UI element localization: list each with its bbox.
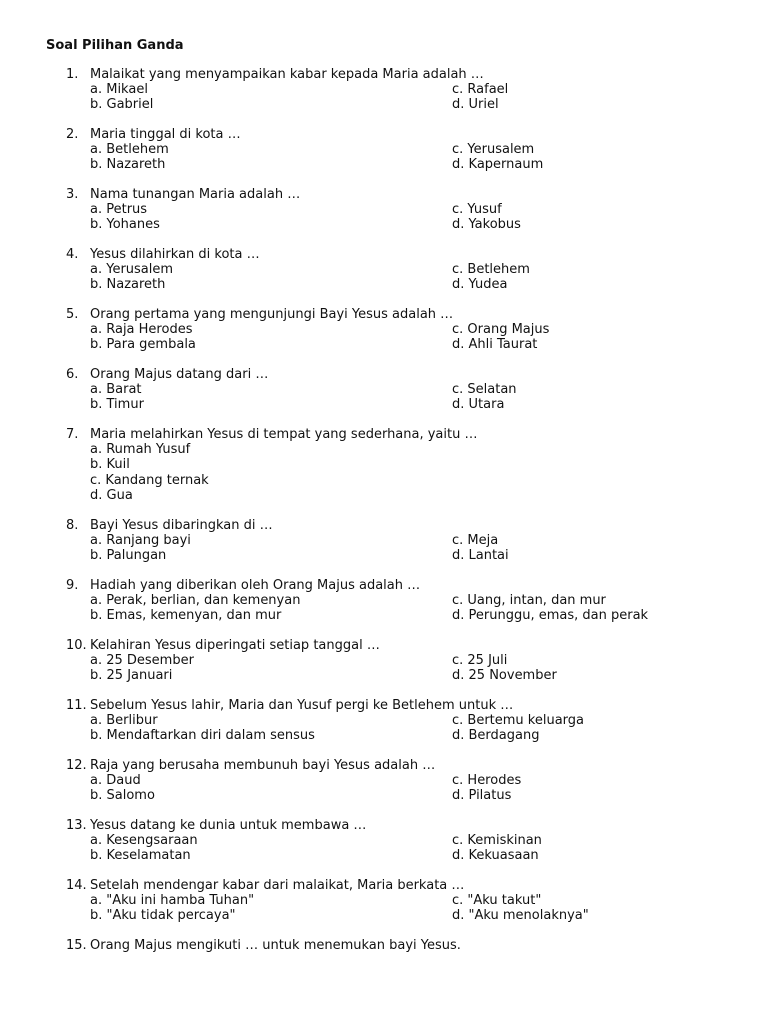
question-text: Nama tunangan Maria adalah … bbox=[90, 187, 301, 202]
question-number: 8. bbox=[66, 518, 79, 534]
question-text: Sebelum Yesus lahir, Maria dan Yusuf pergi ke Betlehem untuk … bbox=[90, 698, 514, 714]
option-a: a. Ranjang bayi bbox=[90, 533, 191, 549]
answer-options bbox=[90, 893, 746, 923]
question-number: 9. bbox=[66, 578, 79, 594]
question-item bbox=[66, 187, 746, 232]
option-c: c. Bertemu keluarga bbox=[452, 713, 585, 729]
question-text: Raja yang berusaha membunuh bayi Yesus adalah … bbox=[90, 758, 436, 774]
answer-options bbox=[90, 833, 746, 863]
option-c: c. Herodes bbox=[452, 773, 522, 789]
answer-options bbox=[90, 773, 746, 803]
question-number: 12. bbox=[66, 758, 87, 774]
question-number: 10. bbox=[66, 638, 87, 654]
option-d: d. Yakobus bbox=[452, 217, 521, 232]
question-number: 3. bbox=[66, 187, 79, 202]
question-item bbox=[66, 427, 746, 503]
option-b: b. Gabriel bbox=[90, 97, 154, 112]
option-d: d. Utara bbox=[452, 397, 505, 412]
question-item bbox=[66, 127, 746, 172]
option-c: c. Yerusalem bbox=[452, 142, 535, 157]
option-c: c. Selatan bbox=[452, 382, 517, 397]
option-a: a. Barat bbox=[90, 382, 142, 397]
option-d: d. "Aku menolaknya" bbox=[452, 908, 589, 924]
option-b: b. Kuil bbox=[90, 457, 130, 473]
answer-options bbox=[90, 382, 746, 412]
answer-options bbox=[90, 202, 746, 232]
answer-options bbox=[90, 262, 746, 292]
option-b: b. Nazareth bbox=[90, 157, 166, 172]
answer-options bbox=[90, 82, 746, 112]
option-c: c. Yusuf bbox=[452, 202, 502, 217]
option-d: d. Berdagang bbox=[452, 728, 540, 744]
option-a: a. Petrus bbox=[90, 202, 148, 217]
option-a: a. Betlehem bbox=[90, 142, 169, 157]
question-item bbox=[66, 367, 746, 412]
question-item bbox=[66, 578, 746, 623]
question-number: 11. bbox=[66, 698, 87, 714]
option-b: b. Emas, kemenyan, dan mur bbox=[90, 608, 282, 624]
question-text: Yesus dilahirkan di kota … bbox=[90, 247, 260, 262]
question-item bbox=[66, 758, 746, 803]
question-number: 2. bbox=[66, 127, 79, 142]
answer-options bbox=[90, 653, 746, 683]
question-item bbox=[66, 247, 746, 292]
option-a: a. Mikael bbox=[90, 82, 148, 97]
option-c: c. Kemiskinan bbox=[452, 833, 542, 849]
question-item bbox=[66, 698, 746, 743]
question-item bbox=[66, 818, 746, 863]
question-item bbox=[66, 67, 746, 112]
option-d: d. Lantai bbox=[452, 548, 509, 564]
option-a: a. Kesengsaraan bbox=[90, 833, 198, 849]
question-text: Maria melahirkan Yesus di tempat yang sederhana, yaitu … bbox=[90, 427, 478, 442]
option-c: c. Rafael bbox=[452, 82, 509, 97]
question-text: Maria tinggal di kota … bbox=[90, 127, 241, 142]
option-a: a. "Aku ini hamba Tuhan" bbox=[90, 893, 255, 909]
answer-options bbox=[90, 322, 746, 352]
question-text: Orang Majus datang dari … bbox=[90, 367, 269, 382]
option-c: c. Uang, intan, dan mur bbox=[452, 593, 606, 609]
question-number: 1. bbox=[66, 67, 79, 82]
question-item bbox=[66, 518, 746, 563]
option-c: c. Betlehem bbox=[452, 262, 530, 277]
option-b: b. Salomo bbox=[90, 788, 155, 804]
option-b: b. Mendaftarkan diri dalam sensus bbox=[90, 728, 315, 744]
question-number: 5. bbox=[66, 307, 79, 322]
answer-options bbox=[90, 713, 746, 743]
question-text: Bayi Yesus dibaringkan di … bbox=[90, 518, 273, 534]
answer-options bbox=[90, 442, 746, 503]
option-b: b. Yohanes bbox=[90, 217, 160, 232]
option-d: d. Kekuasaan bbox=[452, 848, 539, 864]
option-c: c. Kandang ternak bbox=[90, 472, 209, 488]
question-text: Setelah mendengar kabar dari malaikat, Maria berkata … bbox=[90, 878, 465, 894]
answer-options bbox=[90, 533, 746, 563]
option-c: c. Orang Majus bbox=[452, 322, 550, 337]
option-d: d. Pilatus bbox=[452, 788, 512, 804]
question-item bbox=[66, 638, 746, 683]
option-b: b. Keselamatan bbox=[90, 848, 191, 864]
option-b: b. "Aku tidak percaya" bbox=[90, 908, 236, 924]
question-item bbox=[66, 307, 746, 352]
option-b: b. Nazareth bbox=[90, 277, 166, 292]
option-c: c. "Aku takut" bbox=[452, 893, 542, 909]
option-a: a. Berlibur bbox=[90, 713, 158, 729]
option-d: d. 25 November bbox=[452, 668, 557, 684]
option-a: a. Daud bbox=[90, 773, 141, 789]
question-text: Orang Majus mengikuti … untuk menemukan bayi Yesus. bbox=[90, 938, 461, 954]
answer-options bbox=[90, 142, 746, 172]
question-number: 7. bbox=[66, 427, 79, 442]
option-d: d. Perunggu, emas, dan perak bbox=[452, 608, 649, 624]
question-number: 15. bbox=[66, 938, 87, 954]
question-item bbox=[66, 878, 746, 923]
option-b: b. Timur bbox=[90, 397, 144, 412]
question-text: Malaikat yang menyampaikan kabar kepada Maria adalah … bbox=[90, 67, 484, 82]
option-a: a. Perak, berlian, dan kemenyan bbox=[90, 593, 301, 609]
option-c: c. Meja bbox=[452, 533, 499, 549]
option-a: a. Rumah Yusuf bbox=[90, 442, 191, 457]
question-text: Yesus datang ke dunia untuk membawa … bbox=[90, 818, 367, 834]
question-text: Kelahiran Yesus diperingati setiap tanggal … bbox=[90, 638, 380, 654]
option-d: d. Ahli Taurat bbox=[452, 337, 538, 352]
question-number: 14. bbox=[66, 878, 87, 894]
option-d: d. Gua bbox=[90, 487, 133, 503]
option-d: d. Kapernaum bbox=[452, 157, 544, 172]
question-number: 4. bbox=[66, 247, 79, 262]
option-a: a. Yerusalem bbox=[90, 262, 174, 277]
answer-options bbox=[90, 593, 746, 623]
question-text: Orang pertama yang mengunjungi Bayi Yesus adalah … bbox=[90, 307, 454, 322]
option-a: a. 25 Desember bbox=[90, 653, 194, 669]
question-list bbox=[66, 67, 746, 968]
question-number: 13. bbox=[66, 818, 87, 834]
option-c: c. 25 Juli bbox=[452, 653, 508, 669]
page-title: Soal Pilihan Ganda bbox=[46, 38, 184, 53]
option-b: b. Para gembala bbox=[90, 337, 196, 352]
option-b: b. Palungan bbox=[90, 548, 167, 564]
option-b: b. 25 Januari bbox=[90, 668, 173, 684]
question-item bbox=[66, 938, 746, 953]
option-a: a. Raja Herodes bbox=[90, 322, 193, 337]
question-number: 6. bbox=[66, 367, 79, 382]
option-d: d. Uriel bbox=[452, 97, 499, 112]
question-text: Hadiah yang diberikan oleh Orang Majus adalah … bbox=[90, 578, 421, 594]
option-d: d. Yudea bbox=[452, 277, 508, 292]
